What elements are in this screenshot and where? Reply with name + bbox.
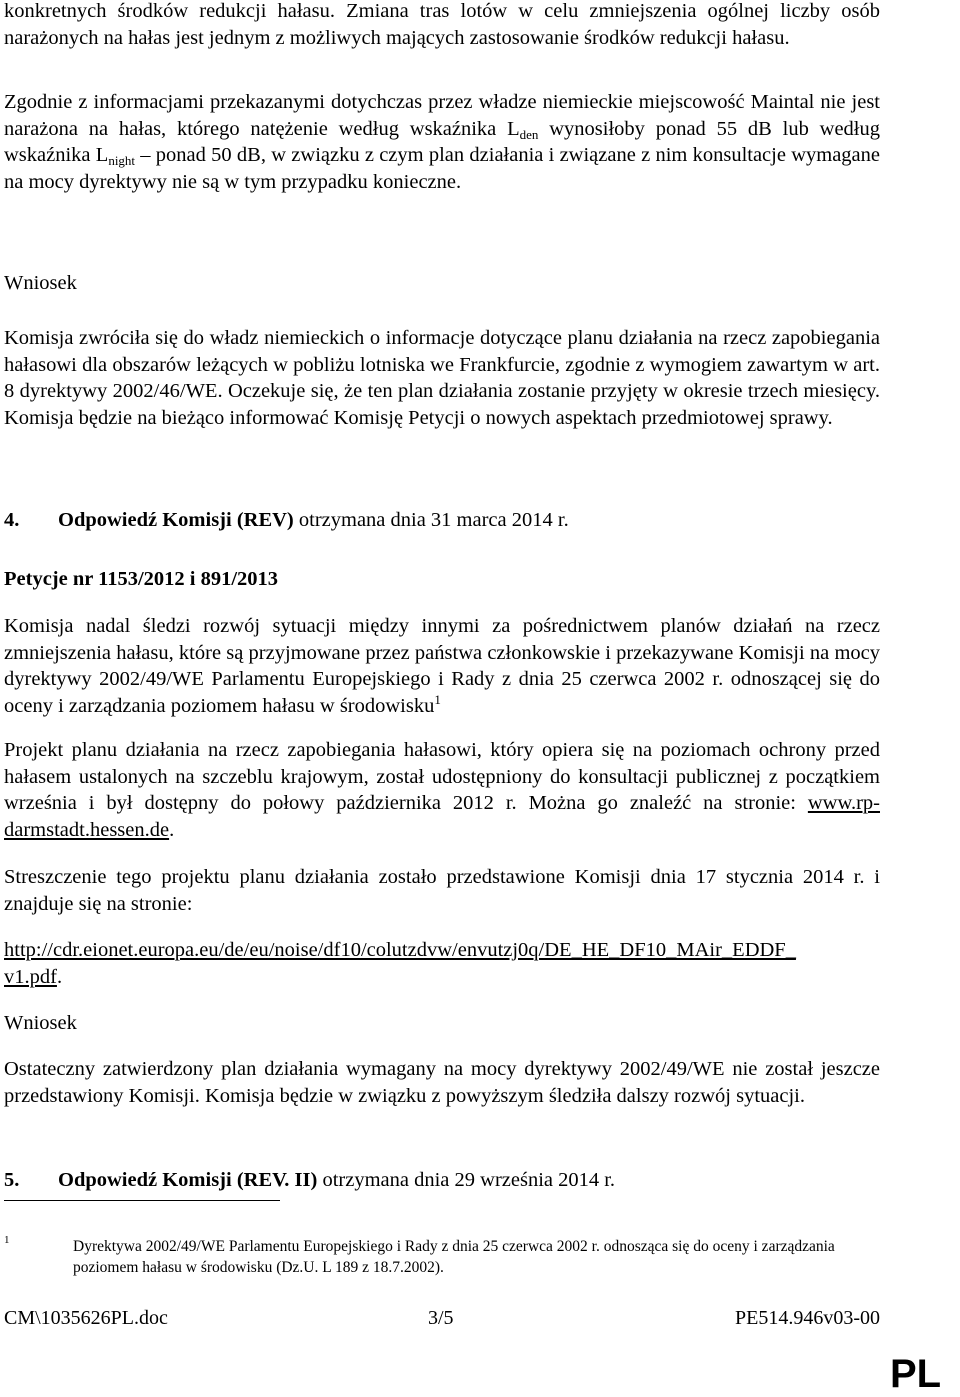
section-4-heading: 4. Odpowiedź Komisji (REV) otrzymana dnia 31 marca 2014 r. — [4, 509, 569, 531]
section-5-heading: 5. Odpowiedź Komisji (REV. II) otrzymana dnia 29 września 2014 r. — [4, 1169, 616, 1191]
paragraph-maintal: Zgodnie z informacjami przekazanymi dotychczas przez władze niemieckie miejscowość Maintal nie jest narażona na hałas, którego natężenie według wskaźnika $L_{den}$ wynosiłoby ponad 55 dB lub według wskaźnika $L_{night}$ – ponad 50 dB, w związku z czym plan działania i związane z nim konsultacje wymagane na mocy dyrektywy nie są w tym przypadku konieczne. — [4, 91, 881, 193]
footnote-reference[interactable]: 1 — [434, 691, 441, 707]
paragraph-commission-request: Komisja zwróciła się do władz niemieckich o informacje dotyczące planu działania na rzecz zapobiegania hałasowi dla obszarów leżących w pobliżu lotniska we Frankfurcie, zgodnie z wymogiem zawartym w art. 8 dyrektywy 2002/46/WE. Oczekuje się, że ten plan działania zostanie przyjęty w okresie trzech miesięcy. Komisja będzie na bieżąco informować Komisję Petycji o nowych aspektach przedmiotowej sprawy. — [4, 327, 880, 429]
paragraph-noise-plans: Komisja nadal śledzi rozwój sytuacji między innymi za pośrednictwem planów działań na rzecz zmniejszenia hałasu, które są przyjmowane przez państwa członkowskie i przekazywane Komisji na mocy dyrektywy 2002/49/WE Parlamentu Europejskiego i Rady z dnia 25 czerwca 2002 r. odnoszącej się do oceny i zarządzania poziomem hałasu w środowisku$^1$ — [4, 615, 880, 717]
link-rp-darmstadt[interactable]: www.rp-darmstadt.hessen.de — [4, 792, 880, 841]
subscript-den: den — [519, 126, 539, 142]
footer-doc-ref: CM\1035626PL.doc — [4, 1307, 168, 1329]
paragraph-summary: Streszczenie tego projektu planu działania zostało przedstawione Komisji dnia 17 stycznia 2014 r. i znajduje się na stronie: — [4, 866, 880, 915]
footnote — [4, 1236, 880, 1278]
heading-wniosek-2: Wniosek — [4, 1012, 77, 1034]
petitions-heading: Petycje nr 1153/2012 i 891/2013 — [4, 568, 279, 590]
footer-page-number: 3/5 — [428, 1307, 454, 1329]
paragraph-intro: konkretnych środków redukcji hałasu. Zmiana tras lotów w celu zmniejszenia ogólnej liczby osób narażonych na hałas jest jednym z możliwych mających zastosowanie środków redukcji hałasu. — [4, 0, 880, 49]
language-badge: PL — [890, 1352, 942, 1396]
paragraph-eionet-link: http://cdr.eionet.europa.eu/de/eu/noise/df10/colutzdvw/envutzj0q/DE_HE_DF10_MAir_EDDF_ v1.pdf. — [4, 939, 796, 988]
subscript-night: night — [108, 153, 136, 168]
paragraph-draft-plan: Projekt planu działania na rzecz zapobiegania hałasowi, który opiera się na poziomach ochrony przed hałasem ustalonych na szczeblu krajowym, został udostępniony do konsultacji publicznej z początkiem września i był dostępny do połowy października 2012 r. Można go znaleźć na stronie: www.rp-darmstadt.hessen.de. — [4, 739, 880, 841]
footer-pe-ref: PE514.946v03-00 — [735, 1307, 880, 1329]
heading-wniosek-1: Wniosek — [4, 272, 77, 294]
footnote-number: 1 — [4, 1234, 10, 1246]
footnote-divider — [4, 1200, 280, 1201]
link-eionet[interactable]: http://cdr.eionet.europa.eu/de/eu/noise/df10/colutzdvw/envutzj0q/DE_HE_DF10_MAir_EDDF_ v1.pdf — [4, 939, 796, 988]
paragraph-final-plan: Ostateczny zatwierdzony plan działania wymagany na mocy dyrektywy 2002/49/WE nie został jeszcze przedstawiony Komisji. Komisja będzie w związku z powyższym śledziła dalszy rozwój sytuacji. — [4, 1058, 880, 1107]
footnote-text: Dyrektywa 2002/49/WE Parlamentu Europejskiego i Rady z dnia 25 czerwca 2002 r. odnosząca się do oceny i zarządzania poziomem hałasu w środowisku (Dz.U. L 189 z 18.7.2002). — [73, 1238, 835, 1276]
